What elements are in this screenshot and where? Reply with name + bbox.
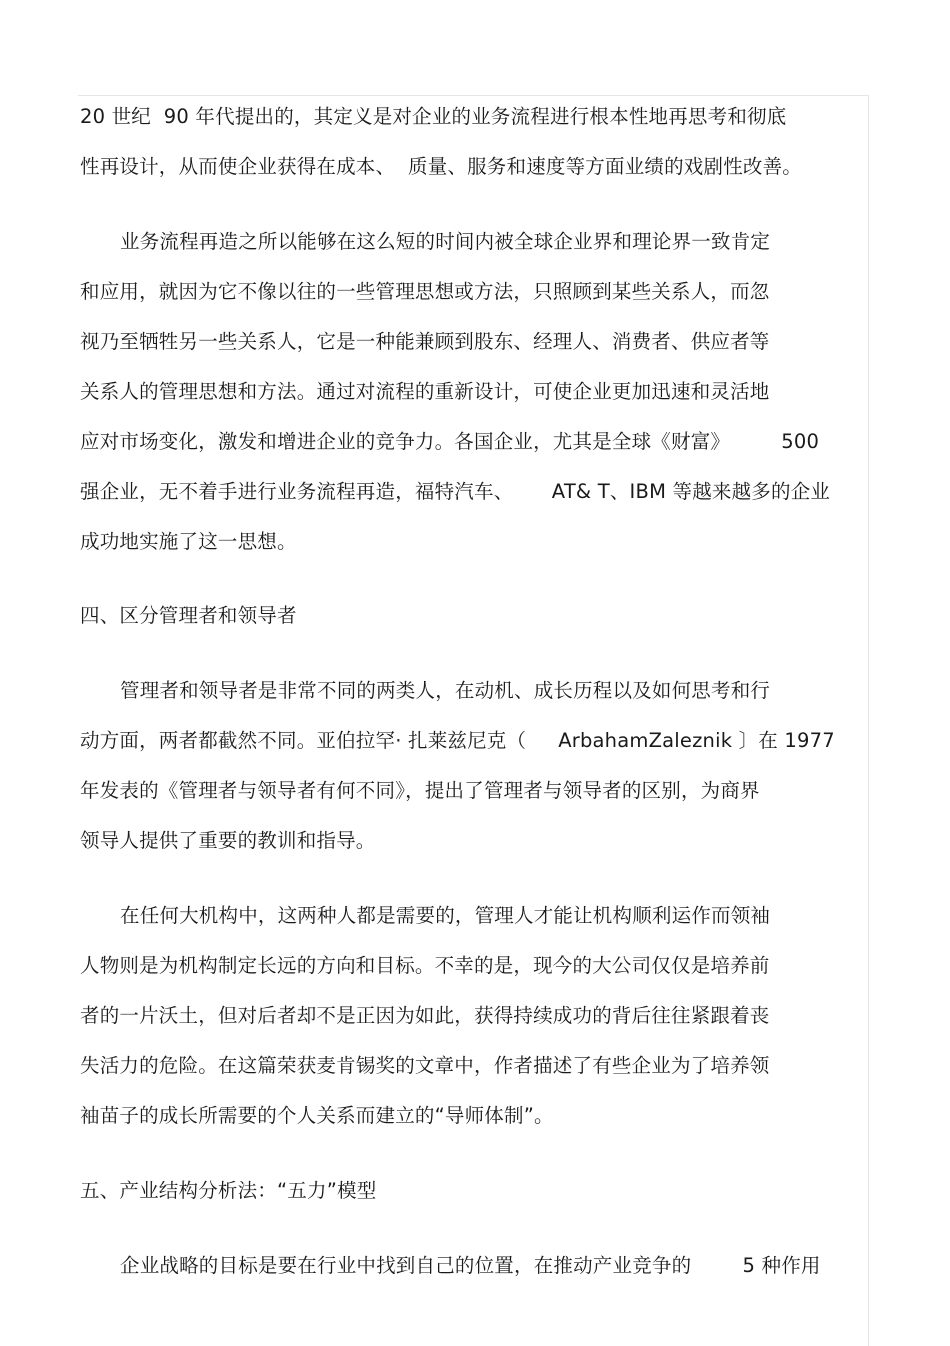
text-line: 者的一片沃土，但对后者却不是正因为如此，获得持续成功的背后往往紧跟着丧 [80,1004,770,1027]
text-line: 人物则是为机构制定长远的方向和目标。不幸的是，现今的大公司仅仅是培养前 [80,954,770,977]
section-heading: 五、产业结构分析法：“五力”模型 [80,1179,377,1202]
section-heading: 四、区分管理者和领导者 [80,604,297,627]
text-line: 应对市场变化，激发和增进企业的竞争力。各国企业，尤其是全球《财富》 500 [80,430,820,453]
text-line: 失活力的危险。在这篇荣获麦肯锡奖的文章中，作者描述了有些企业为了培养领 [80,1054,770,1077]
text-line: 企业战略的目标是要在行业中找到自己的位置，在推动产业竞争的 5 种作用 [120,1254,821,1277]
text-line: 成功地实施了这一思想。 [80,530,297,553]
text-line: 领导人提供了重要的教训和指导。 [80,829,376,852]
text-line: 管理者和领导者是非常不同的两类人，在动机、成长历程以及如何思考和行 [120,679,771,702]
text-line: 动方面，两者都截然不同。亚伯拉罕· 扎莱兹尼克（ ArbahamZaleznik 〕在 1977 [80,729,835,752]
text-line: 强企业，无不着手进行业务流程再造，福特汽车、 AT& T、IBM 等越来越多的企业 [80,480,831,503]
text-line: 业务流程再造之所以能够在这么短的时间内被全球企业界和理论界一致肯定 [120,230,771,253]
text-line: 视乃至牺牲另一些关系人，它是一种能兼顾到股东、经理人、消费者、供应者等 [80,330,770,353]
text-line: 袖苗子的成长所需要的个人关系而建立的“导师体制”。 [80,1104,554,1127]
text-line: 20 世纪 90 年代提出的，其定义是对企业的业务流程进行根本性地再思考和彻底 [80,105,787,128]
text-line: 性再设计，从而使企业获得在成本、 质量、服务和速度等方面业绩的戏剧性改善。 [80,155,802,178]
text-line: 在任何大机构中，这两种人都是需要的，管理人才能让机构顺利运作而领袖 [120,904,771,927]
text-line: 关系人的管理思想和方法。通过对流程的重新设计，可使企业更加迅速和灵活地 [80,380,770,403]
text-line: 年发表的《管理者与领导者有何不同》，提出了管理者与领导者的区别，为商界 [80,779,760,802]
text-line: 和应用，就因为它不像以往的一些管理思想或方法，只照顾到某些关系人，而忽 [80,280,770,303]
